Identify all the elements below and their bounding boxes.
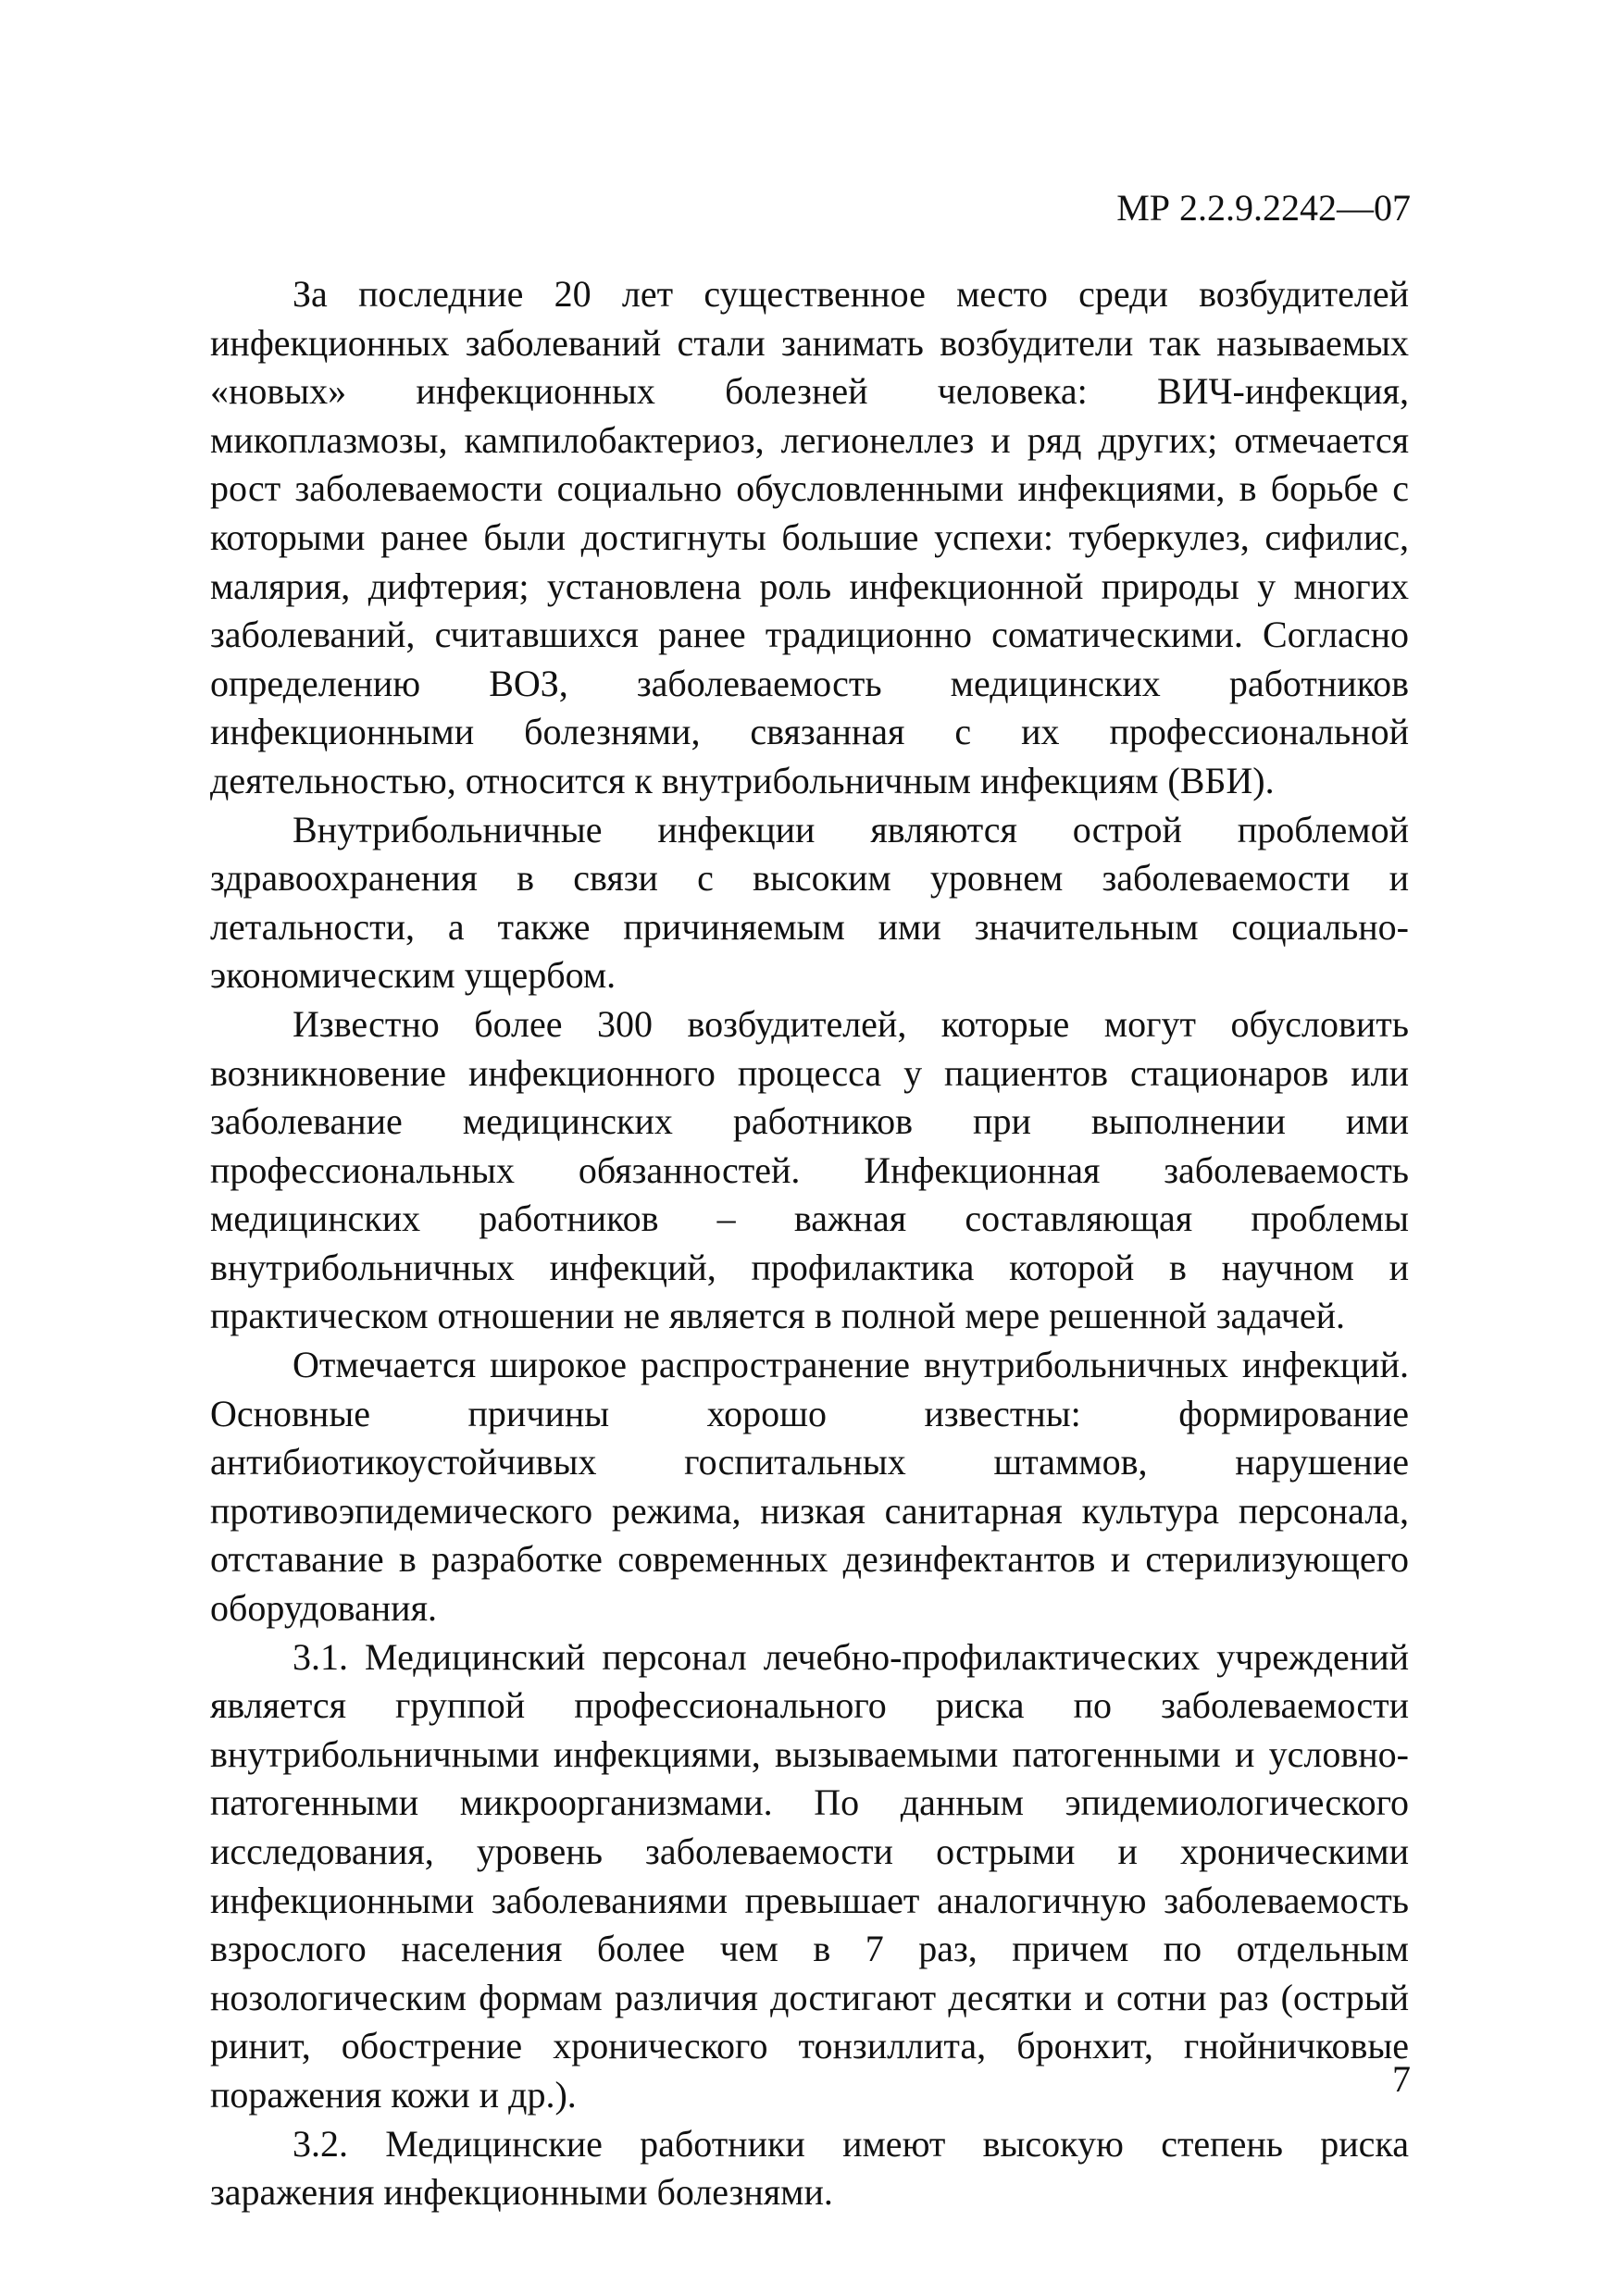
document-code-header: МР 2.2.9.2242—07 [1116,187,1411,229]
paragraph: 3.2. Медицинские работники имеют высокую степень риска заражения инфекционными болезнями. [210,2122,1409,2214]
paragraph: Известно более 300 возбудителей, которые могут обусловить возникновение инфекционного процесса у пациентов стационаров или заболевание медицинских работников при выполнении ими профессиональных обязанностей. Инфекционная заболеваемость медицинских работников – важная составляющая проблемы внутрибольничных инфекций, профилактика которой в научном и практическом отношении не является в полной мере решенной задачей. [210,1002,1409,1337]
paragraph: 3.1. Медицинский персонал лечебно-профилактических учреждений является группой профессионального риска по заболеваемости внутрибольничными инфекциями, вызываемыми патогенными и условно-патогенными микроорганизмами. По данным эпидемиологического исследования, уровень заболеваемости острыми и хроническими инфекционными заболеваниями превышает аналогичную заболеваемость взрослого населения более чем в 7 раз, причем по отдельным нозологическим формам различия достигают десятки и сотни раз (острый ринит, обострение хронического тонзиллита, бронхит, гнойничковые поражения кожи и др.). [210,1635,1409,2116]
paragraph: Отмечается широкое распространение внутрибольничных инфекций. Основные причины хорошо известны: формирование антибиотикоустойчивых госпитальных штаммов, нарушение противоэпидемического режима, низкая санитарная культура персонала, отставание в разработке современных дезинфектантов и стерилизующего оборудования. [210,1344,1409,1630]
document-body [210,270,1409,2217]
paragraph: За последние 20 лет существенное место среди возбудителей инфекционных заболеваний стали занимать возбудители так называемых «новых» инфекционных болезней человека: ВИЧ-инфекция, микоплазмозы, кампилобактериоз, легионеллез и ряд других; отмечается рост заболеваемости социально обусловленными инфекциями, в борьбе с которыми ранее были достигнуты большие успехи: туберкулез, сифилис, малярия, дифтерия; установлена роль инфекционной природы у многих заболеваний, считавшихся ранее традиционно соматическими. Согласно определению ВОЗ, заболеваемость медицинских работников инфекционными болезнями, связанная с их профессиональной деятельностью, относится к внутрибольничным инфекциям (ВБИ). [210,273,1409,801]
page-number: 7 [1392,2058,1411,2100]
paragraph: Внутрибольничные инфекции являются острой проблемой здравоохранения в связи с высоким уровнем заболеваемости и летальности, а также причиняемым ими значительным социально-экономическим ущербом. [210,808,1409,997]
